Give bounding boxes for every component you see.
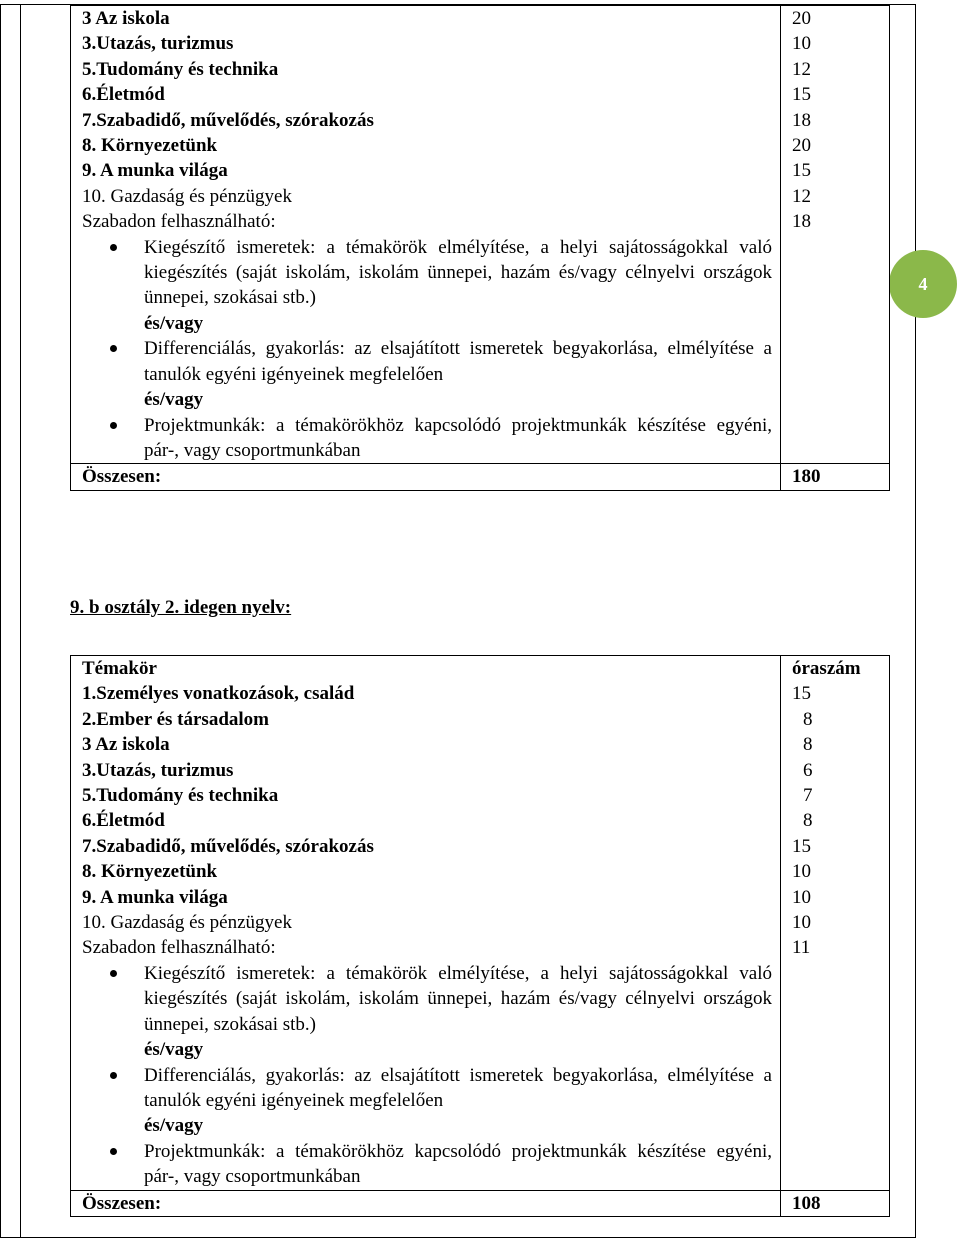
topic-cell: 3.Utazás, turizmus — [82, 759, 234, 781]
hours-cell: 7 — [803, 785, 813, 807]
or-label: és/vagy — [144, 389, 204, 411]
total-label: Összesen: — [71, 1190, 781, 1216]
topic-cell: 8. Környezetünk — [82, 135, 218, 157]
topic-cell: 9. A munka világa — [82, 160, 228, 182]
topic-cell: 3 Az iskola — [82, 734, 170, 756]
hours-cell: 15 — [792, 835, 811, 857]
section-title: 9. b osztály 2. idegen nyelv: — [70, 597, 292, 618]
or-label: és/vagy — [144, 1039, 204, 1061]
bullet-item: Kiegészítő ismeretek: a témakörök elmélyítése, a helyi sajátosságokkal való kiegészítés (saját iskolám, iskolám ünnepei, hazám és/vagy célnyelvi országok ünnepei, szokásai stb.) — [144, 235, 780, 311]
hours-cell: 8 — [803, 734, 813, 756]
topic-column — [71, 656, 781, 1191]
header-hours: óraszám — [792, 658, 861, 679]
bullet-item: Differenciálás, gyakorlás: az elsajátított ismeretek begyakorlása, elmélyítése a tanulók egyéni igényeinek megfelelően — [144, 336, 780, 387]
total-value: 180 — [781, 464, 890, 490]
topic-cell: 5.Tudomány és technika — [82, 785, 279, 807]
free-hours-label: Szabadon felhasználható: — [82, 211, 276, 233]
hours-cell: 8 — [803, 708, 813, 730]
hours-cell: 20 — [792, 135, 811, 157]
free-hours-label: Szabadon felhasználható: — [82, 937, 276, 959]
hours-column — [781, 656, 890, 1191]
hours-cell: 10 — [792, 33, 811, 55]
hours-cell: 15 — [792, 84, 811, 106]
topic-cell: 10. Gazdaság és pénzügyek — [82, 912, 292, 934]
topic-cell: 1.Személyes vonatkozások, család — [82, 683, 355, 705]
topic-cell: 7.Szabadidő, művelődés, szórakozás — [82, 835, 374, 857]
or-label: és/vagy — [144, 312, 204, 334]
topic-cell: 6.Életmód — [82, 84, 165, 106]
topic-cell: 3 Az iskola — [82, 8, 170, 29]
bullet-item: Projektmunkák: a témakörökhöz kapcsolódó projektmunkák készítése egyéni, pár-, vagy csoportmunkában — [144, 1139, 780, 1190]
hours-cell: 18 — [792, 109, 811, 131]
topic-cell: 3.Utazás, turizmus — [82, 33, 234, 55]
free-hours-value: 11 — [792, 937, 811, 959]
topic-cell: 8. Környezetünk — [82, 861, 218, 883]
topic-cell: 5.Tudomány és technika — [82, 58, 279, 80]
hours-table-1 — [70, 5, 890, 491]
hours-table-2 — [70, 655, 890, 1217]
topic-cell: 9. A munka világa — [82, 886, 228, 908]
hours-cell: 12 — [792, 185, 811, 207]
hours-cell: 10 — [792, 912, 811, 934]
hours-cell: 12 — [792, 58, 811, 80]
hours-cell: 10 — [792, 886, 811, 908]
topic-cell: 6.Életmód — [82, 810, 165, 832]
hours-cell: 15 — [792, 683, 811, 705]
left-margin-column — [0, 4, 20, 1238]
page-number-badge: 4 — [889, 250, 957, 318]
topic-cell: 7.Szabadidő, művelődés, szórakozás — [82, 109, 374, 131]
hours-cell: 20 — [792, 8, 811, 29]
hours-cell: 8 — [803, 810, 813, 832]
header-topic: Témakör — [82, 658, 157, 679]
total-label: Összesen: — [71, 464, 781, 490]
topic-column — [71, 6, 781, 464]
hours-cell: 10 — [792, 861, 811, 883]
topic-cell: 10. Gazdaság és pénzügyek — [82, 185, 292, 207]
hours-cell: 15 — [792, 160, 811, 182]
bullet-item: Kiegészítő ismeretek: a témakörök elmélyítése, a helyi sajátosságokkal való kiegészítés (saját iskolám, iskolám ünnepei, hazám és/vagy célnyelvi országok ünnepei, szokásai stb.) — [144, 961, 780, 1037]
total-value: 108 — [781, 1190, 890, 1216]
bullet-item: Differenciálás, gyakorlás: az elsajátított ismeretek begyakorlása, elmélyítése a tanulók egyéni igényeinek megfelelően — [144, 1063, 780, 1114]
topic-cell: 2.Ember és társadalom — [82, 708, 269, 730]
hours-cell: 6 — [803, 759, 813, 781]
hours-column — [781, 6, 890, 464]
or-label: és/vagy — [144, 1115, 204, 1137]
free-hours-value: 18 — [792, 211, 811, 233]
bullet-item: Projektmunkák: a témakörökhöz kapcsolódó projektmunkák készítése egyéni, pár-, vagy csoportmunkában — [144, 413, 780, 464]
